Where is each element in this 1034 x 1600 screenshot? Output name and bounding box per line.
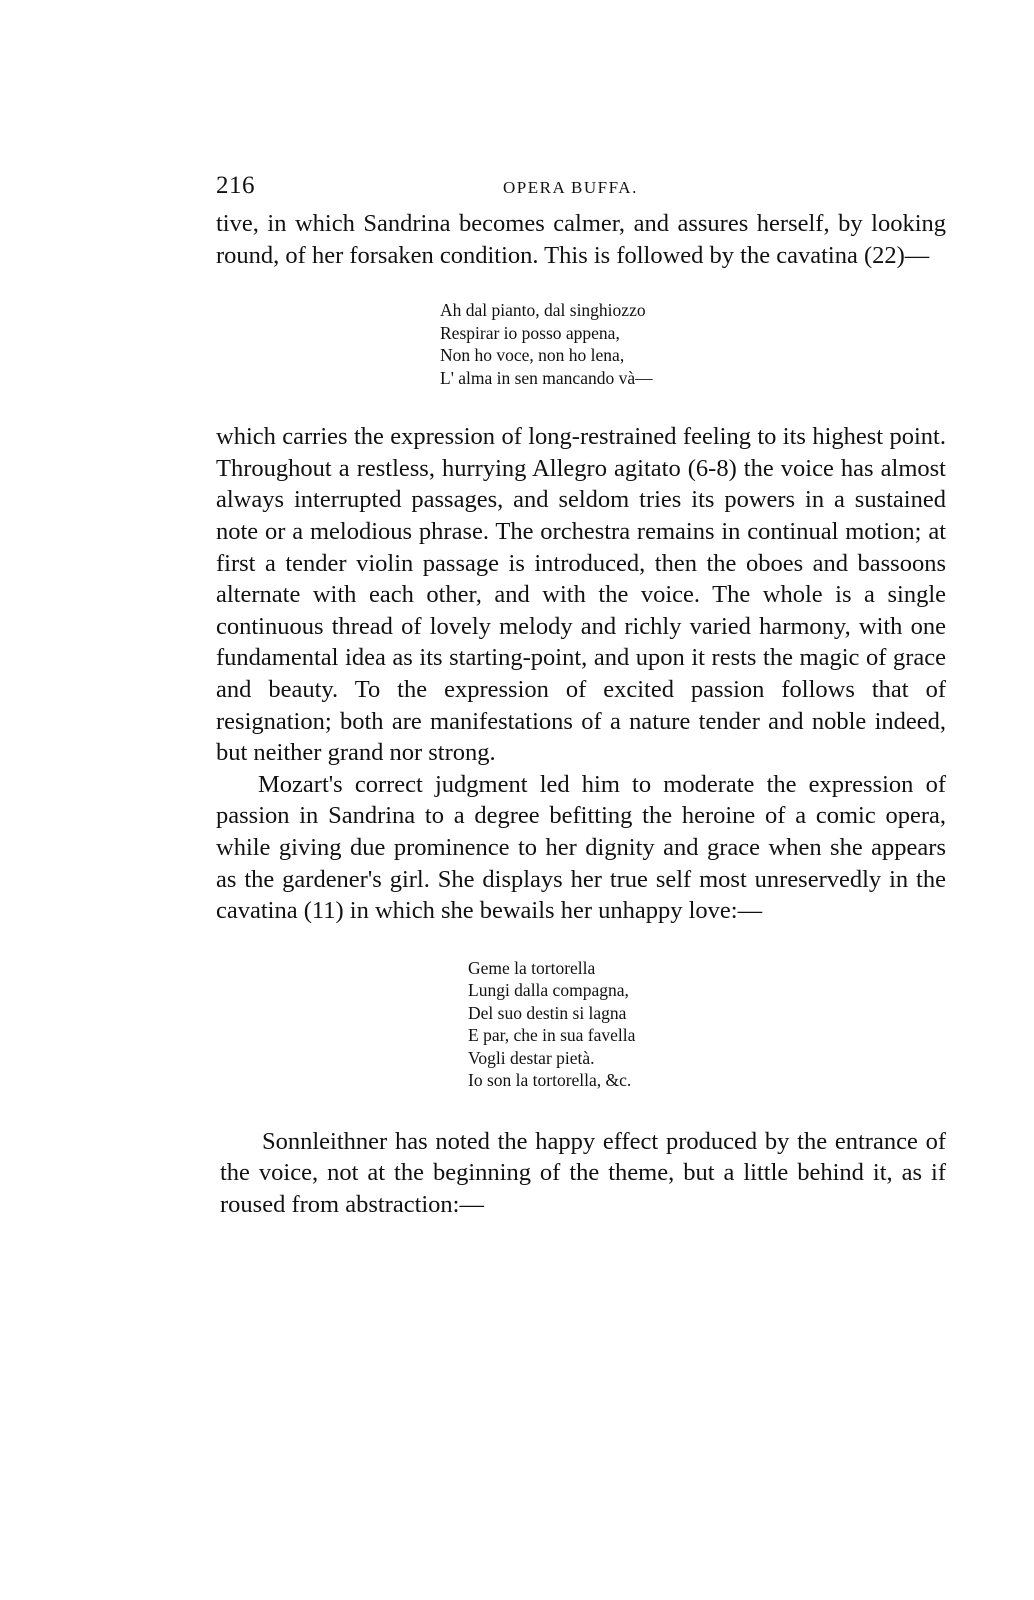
- page-number: 216: [216, 172, 255, 199]
- verse-line: Respirar io posso appena,: [440, 322, 620, 343]
- verse-line: L' alma in sen mancando và—: [440, 367, 653, 388]
- verse-line: Ah dal pianto, dal singhiozzo: [440, 300, 646, 321]
- book-page: [216, 168, 946, 1220]
- verse-block-2: [468, 957, 946, 1092]
- verse-line: Del suo destin si lagna: [468, 1002, 627, 1023]
- paragraph-3: Mozart's correct judgment led him to moderate the expression of passion in Sandrina to a degree befitting the heroine of a comic opera, while giving due prominence to her dignity and grace when she appears as the gardener's girl. She displays her true self most unreservedly in the cavatina (11) in which she bewails her unhappy love:—: [216, 770, 946, 925]
- verse-line: Lungi dalla compagna,: [468, 980, 629, 1001]
- running-title: OPERA BUFFA.: [503, 178, 638, 197]
- verse-line: Vogli destar pietà.: [468, 1047, 595, 1068]
- paragraph-1: tive, in which Sandrina becomes calmer, and assures herself, by looking round, of her forsaken condition. This is followed by the cavatina (22)—: [216, 210, 946, 269]
- verse-line: Geme la tortorella: [468, 957, 596, 978]
- verse-line: E par, che in sua favella: [468, 1025, 636, 1046]
- verse-block-1: [440, 299, 946, 389]
- verse-line: Io son la tortorella, &c.: [468, 1070, 632, 1091]
- paragraph-2: which carries the expression of long-restrained feeling to its highest point. Throughout a restless, hurrying Allegro agitato (6-8) the voice has almost always interrupted passages, and seldom tries its powers in a sustained note or a melodious phrase. The orchestra remains in continual motion; at first a tender violin passage is introduced, then the oboes and bassoons alternate with each other, and with the voice. The whole is a single continuous thread of lovely melody and richly varied harmony, with one fundamental idea as its starting-point, and upon it rests the magic of grace and beauty. To the expression of excited passion follows that of resignation; both are manifestations of a nature tender and noble indeed, but neither grand nor strong.: [216, 423, 946, 767]
- page-header: [216, 168, 946, 208]
- verse-line: Non ho voce, non ho lena,: [440, 345, 625, 366]
- paragraph-4: Sonnleithner has noted the happy effect produced by the entrance of the voice, not at the beginning of the theme, but a little behind it, as if roused from abstraction:—: [220, 1127, 946, 1218]
